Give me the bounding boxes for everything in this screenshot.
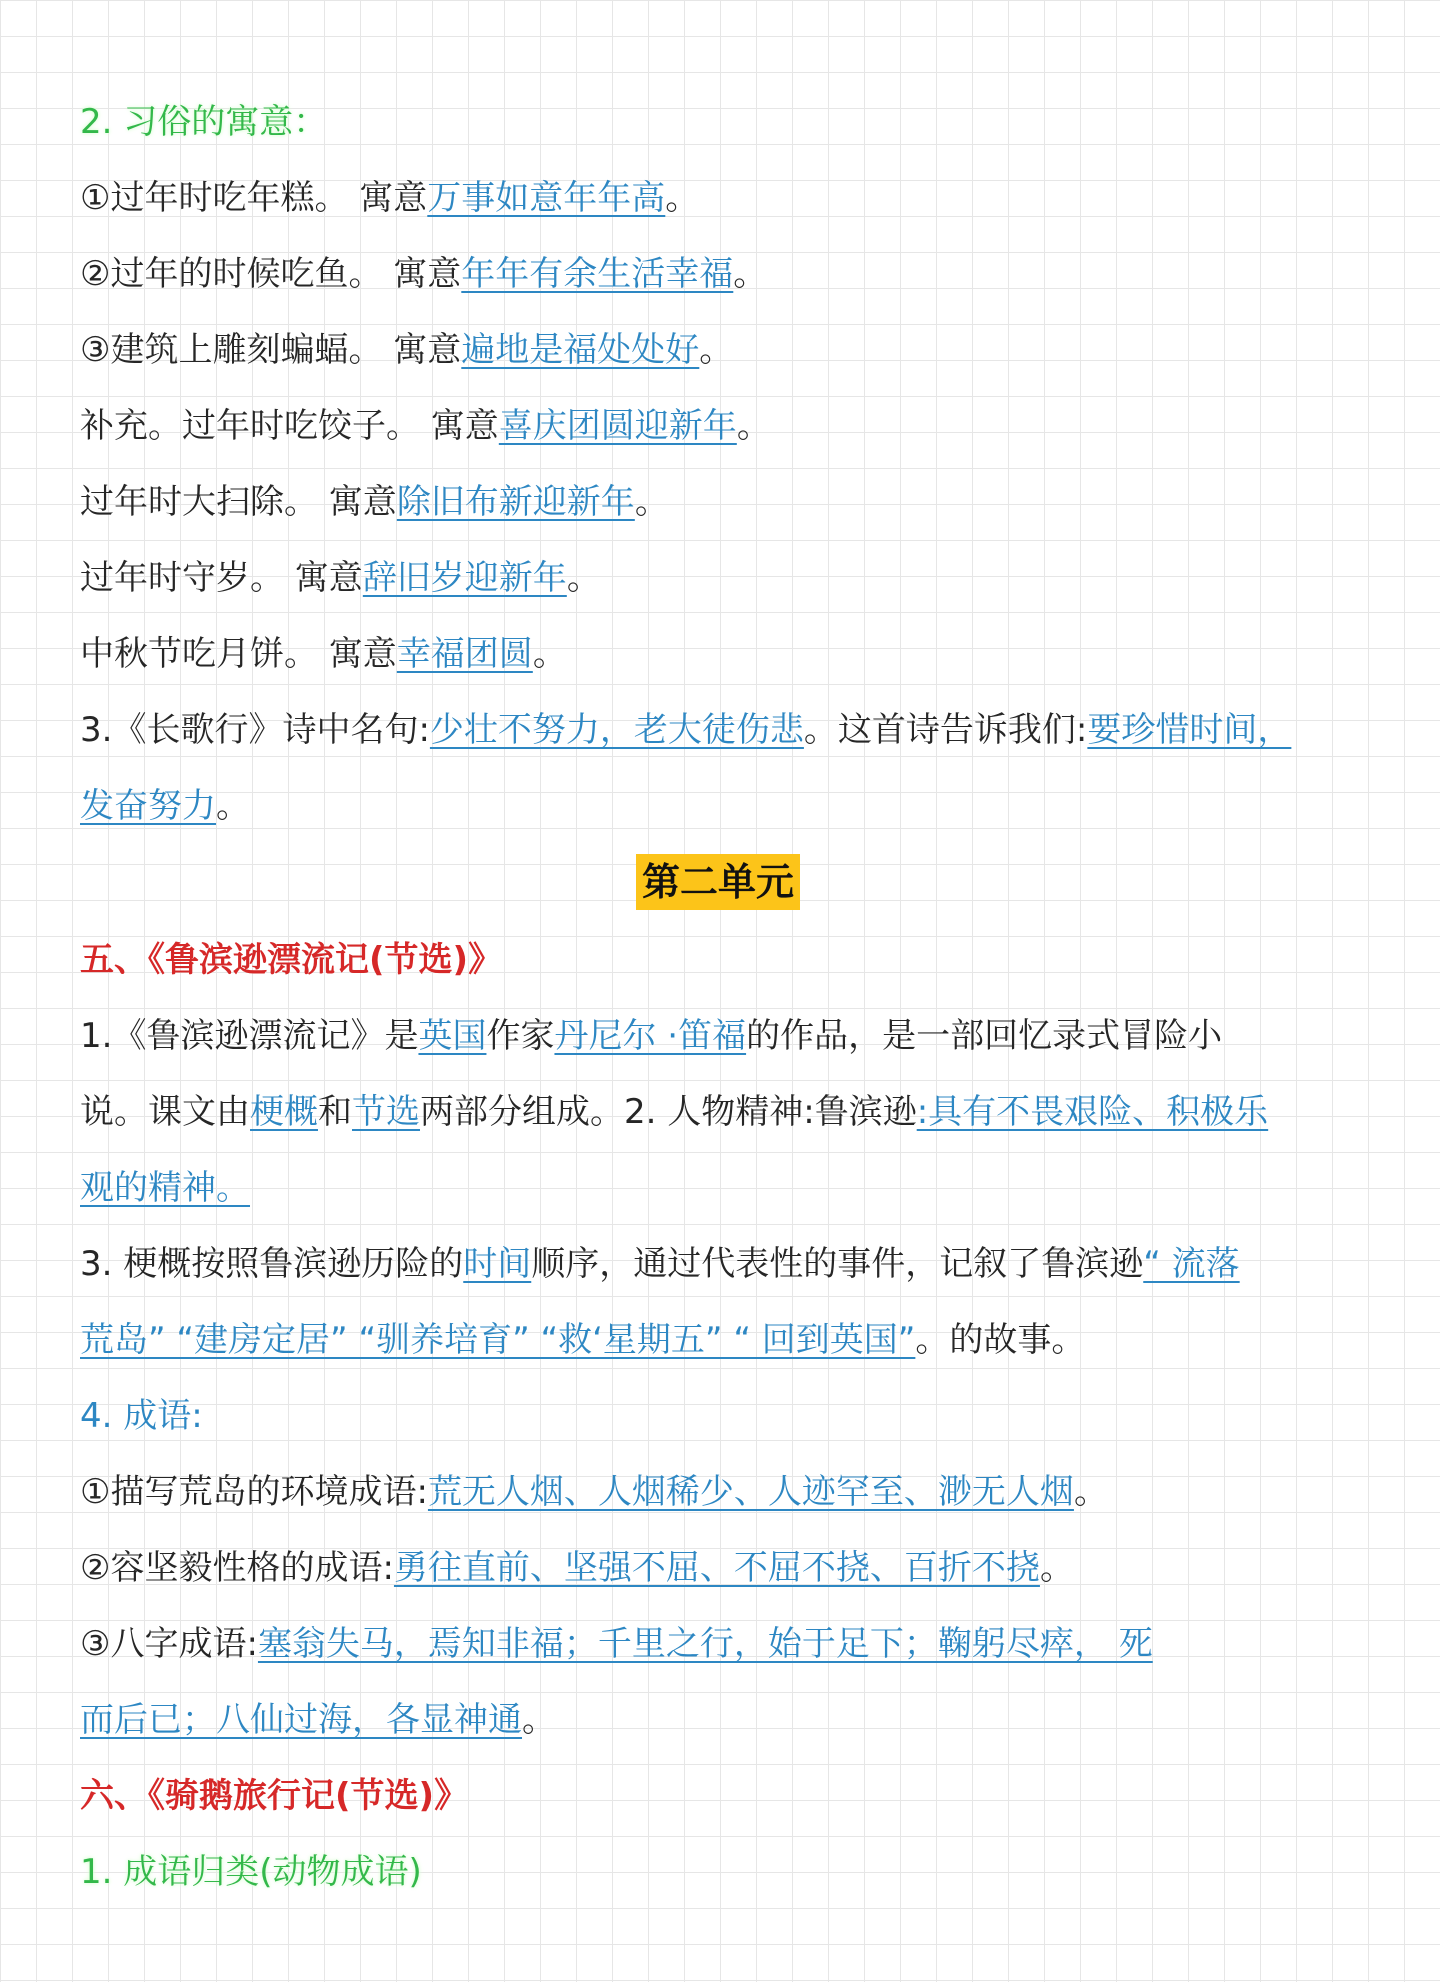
order-answer: 时间 — [463, 1244, 532, 1284]
part-answer-1: 梗概 — [250, 1092, 318, 1132]
idiom-line-4 — [80, 1698, 1370, 1742]
text: 和 — [318, 1092, 352, 1132]
custom-meaning: 万事如意年年高 — [427, 178, 666, 218]
poem-lesson: 要珍惜时间， — [1087, 710, 1292, 750]
text: 的作品，是一部回忆录式冒险小 — [746, 1016, 1223, 1056]
custom-line-1 — [80, 176, 1370, 220]
lesson5-line-1 — [80, 1014, 1370, 1058]
unit-title-badge: 第二单元 — [636, 854, 800, 910]
custom-meaning: 辞旧岁迎新年 — [362, 558, 567, 598]
lesson5-line-2 — [80, 1090, 1370, 1134]
punctuation: 。 — [634, 482, 669, 522]
punctuation: 。 — [733, 254, 768, 294]
punctuation: 。 — [665, 178, 700, 218]
custom-text: 补充。过年时吃饺子。 寓意 — [80, 406, 499, 446]
custom-line-5 — [80, 480, 1370, 524]
custom-text: 过年时大扫除。 寓意 — [80, 482, 397, 522]
poem-lesson-cont: 发奋努力 — [80, 786, 216, 826]
part-answer-2: 节选 — [352, 1092, 420, 1132]
poem-intro: 3.《长歌行》诗中名句: — [80, 710, 430, 750]
country-answer: 英国 — [418, 1016, 487, 1056]
poem-line-1 — [80, 708, 1370, 752]
custom-line-7 — [80, 632, 1370, 676]
lesson6-subheading: 1. 成语归类(动物成语) — [80, 1852, 422, 1892]
idiom-answer: 塞翁失马，焉知非福；千里之行，始于足下；鞠躬尽瘁， 死 — [257, 1624, 1153, 1664]
punctuation: 。 — [532, 634, 567, 674]
text: 说。课文由 — [80, 1092, 250, 1132]
custom-text: ①过年时吃年糕。 寓意 — [80, 178, 428, 218]
custom-text: ③建筑上雕刻蝙蝠。 寓意 — [80, 330, 462, 370]
text: ③八字成语: — [80, 1624, 258, 1664]
custom-meaning: 喜庆团圆迎新年 — [498, 406, 737, 446]
lesson5-line-5 — [80, 1318, 1370, 1362]
idiom-answer: 荒无人烟、人烟稀少、人迹罕至、渺无人烟 — [427, 1472, 1074, 1512]
text: 作家 — [486, 1016, 555, 1056]
custom-meaning: 除旧布新迎新年 — [396, 482, 635, 522]
idiom-line-2 — [80, 1546, 1370, 1590]
custom-line-3 — [80, 328, 1370, 372]
custom-line-2 — [80, 252, 1370, 296]
lesson5-line-3 — [80, 1166, 1370, 1210]
events-answer-cont: 荒岛” “建房定居” “驯养培育” “救‘星期五” “ 回到英国” — [80, 1320, 916, 1360]
custom-meaning: 遍地是福处处好 — [461, 330, 700, 370]
idiom-answer-cont: 而后已；八仙过海，各显神通 — [80, 1700, 522, 1740]
text: ①描写荒岛的环境成语: — [80, 1472, 428, 1512]
events-answer: “ 流落 — [1143, 1244, 1240, 1284]
author-answer: 丹尼尔 ·笛福 — [554, 1016, 747, 1056]
text: 顺序，通过代表性的事件，记叙了鲁滨逊 — [531, 1244, 1144, 1284]
punctuation: 。 — [566, 558, 601, 598]
text: 3. 梗概按照鲁滨逊历险的 — [80, 1244, 464, 1284]
section-heading-customs: 2. 习俗的寓意： — [80, 102, 328, 142]
punctuation: 。 — [1073, 1472, 1108, 1512]
poem-line-2 — [80, 784, 1370, 828]
custom-line-4 — [80, 404, 1370, 448]
punctuation: 。 — [1039, 1548, 1074, 1588]
punctuation: 。 — [216, 786, 250, 826]
text: 两部分组成。2. 人物精神:鲁滨逊 — [420, 1092, 917, 1132]
lesson-5-title: 五、《鲁滨逊漂流记(节选)》 — [80, 940, 503, 980]
custom-text: ②过年的时候吃鱼。 寓意 — [80, 254, 462, 294]
poem-lesson-intro: 。这首诗告诉我们: — [803, 710, 1088, 750]
poem-quote: 少壮不努力，老大徒伤悲 — [429, 710, 804, 750]
idiom-heading: 4. 成语: — [80, 1396, 203, 1436]
custom-meaning: 年年有余生活幸福 — [461, 254, 734, 294]
idiom-line-1 — [80, 1470, 1370, 1514]
punctuation: 。 — [522, 1700, 556, 1740]
lesson5-line-4 — [80, 1242, 1370, 1286]
text: 1.《鲁滨逊漂流记》是 — [80, 1016, 419, 1056]
spirit-answer-cont: 观的精神。 — [80, 1168, 250, 1208]
spirit-answer: :具有不畏艰险、积极乐 — [916, 1092, 1269, 1132]
punctuation: 。 — [699, 330, 734, 370]
text: 。的故事。 — [915, 1320, 1086, 1360]
custom-meaning: 幸福团圆 — [396, 634, 533, 674]
custom-line-6 — [80, 556, 1370, 600]
text: ②容坚毅性格的成语: — [80, 1548, 394, 1588]
idiom-answer: 勇往直前、坚强不屈、不屈不挠、百折不挠 — [393, 1548, 1040, 1588]
lesson-6-title: 六、《骑鹅旅行记(节选)》 — [80, 1776, 469, 1816]
punctuation: 。 — [736, 406, 771, 446]
custom-text: 中秋节吃月饼。 寓意 — [80, 634, 397, 674]
custom-text: 过年时守岁。 寓意 — [80, 558, 363, 598]
idiom-line-3 — [80, 1622, 1370, 1666]
